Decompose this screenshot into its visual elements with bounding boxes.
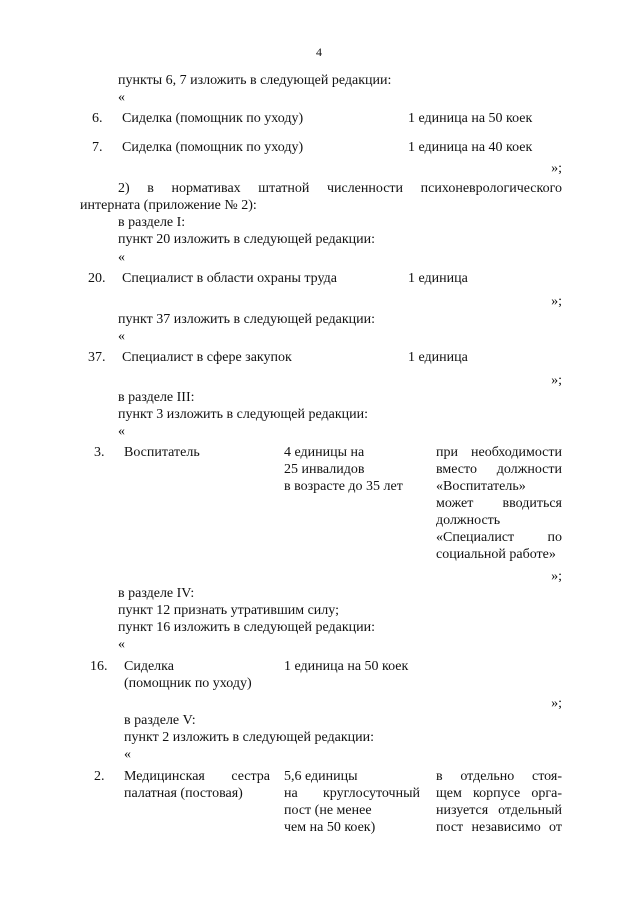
item-12: пункт 12 признать утратившим силу;	[118, 603, 339, 618]
table-row-norm: чем на 50 коек)	[284, 820, 376, 835]
table-row-note: может вводиться	[436, 496, 562, 511]
table-row-norm: 5,6 единицы	[284, 769, 358, 784]
table-row-norm: 1 единица на 50 коек	[408, 111, 533, 126]
section-heading: в разделе I:	[118, 215, 186, 230]
open-quote: «	[118, 90, 125, 105]
table-row-norm: 1 единица	[408, 271, 468, 286]
table-row-name: Медицинская сестра	[124, 769, 270, 784]
table-row-name: Сиделка (помощник по уходу)	[122, 111, 304, 126]
table-row-norm: пост (не менее	[284, 803, 372, 818]
close-quote: »;	[551, 569, 562, 584]
table-row-note: должность	[436, 513, 501, 528]
paragraph-2-line-2: интерната (приложение № 2):	[80, 198, 257, 213]
section-heading: в разделе IV:	[118, 586, 195, 601]
table-row-norm: 1 единица на 50 коек	[284, 659, 409, 674]
table-row-num: 2.	[94, 769, 105, 784]
close-quote: »;	[551, 161, 562, 176]
open-quote: «	[118, 250, 125, 265]
paragraph-2-line-1: 2) в нормативах штатной численности психоневрологического	[118, 181, 562, 196]
table-row-num: 6.	[92, 111, 103, 126]
close-quote: »;	[551, 696, 562, 711]
table-row-norm: 1 единица на 40 коек	[408, 140, 533, 155]
table-row-norm: в возрасте до 35 лет	[284, 479, 403, 494]
section-heading: в разделе V:	[124, 713, 196, 728]
section-heading: в разделе III:	[118, 390, 195, 405]
table-row-note: «Воспитатель»	[436, 479, 526, 494]
table-row-note: «Специалист по	[436, 530, 562, 545]
item-3-intro: пункт 3 изложить в следующей редакции:	[118, 407, 368, 422]
item-20-intro: пункт 20 изложить в следующей редакции:	[118, 232, 375, 247]
open-quote: «	[118, 424, 125, 439]
close-quote: »;	[551, 373, 562, 388]
open-quote: «	[118, 637, 125, 652]
table-row-note: низуется отдельный	[436, 803, 562, 818]
item-2-intro: пункт 2 изложить в следующей редакции:	[124, 730, 374, 745]
table-row-num: 16.	[90, 659, 108, 674]
table-row-norm: 1 единица	[408, 350, 468, 365]
table-row-name: Сиделка	[124, 659, 174, 674]
table-row-note: социальной работе»	[436, 547, 556, 562]
table-row-num: 20.	[88, 271, 106, 286]
table-row-norm: 25 инвалидов	[284, 462, 365, 477]
table-row-num: 3.	[94, 445, 105, 460]
table-row-note: пост независимо от	[436, 820, 562, 835]
close-quote: »;	[551, 294, 562, 309]
table-row-name: палатная (постовая)	[124, 786, 243, 801]
open-quote: «	[118, 329, 125, 344]
table-row-norm: на круглосуточный	[284, 786, 420, 801]
table-row-note: при необходимости	[436, 445, 562, 460]
intro-items-6-7: пункты 6, 7 изложить в следующей редакции:	[118, 73, 392, 88]
item-37-intro: пункт 37 изложить в следующей редакции:	[118, 312, 375, 327]
table-row-note: вместо должности	[436, 462, 562, 477]
table-row-name: Воспитатель	[124, 445, 200, 460]
table-row-num: 7.	[92, 140, 103, 155]
table-row-name: Сиделка (помощник по уходу)	[122, 140, 304, 155]
table-row-norm: 4 единицы на	[284, 445, 365, 460]
item-16-intro: пункт 16 изложить в следующей редакции:	[118, 620, 375, 635]
table-row-note: в отдельно стоя-	[436, 769, 562, 784]
open-quote: «	[124, 747, 131, 762]
table-row-name: (помощник по уходу)	[124, 676, 252, 691]
page-number: 4	[316, 45, 322, 59]
table-row-note: щем корпусе орга-	[436, 786, 562, 801]
table-row-name: Специалист в сфере закупок	[122, 350, 292, 365]
table-row-num: 37.	[88, 350, 106, 365]
table-row-name: Специалист в области охраны труда	[122, 271, 337, 286]
